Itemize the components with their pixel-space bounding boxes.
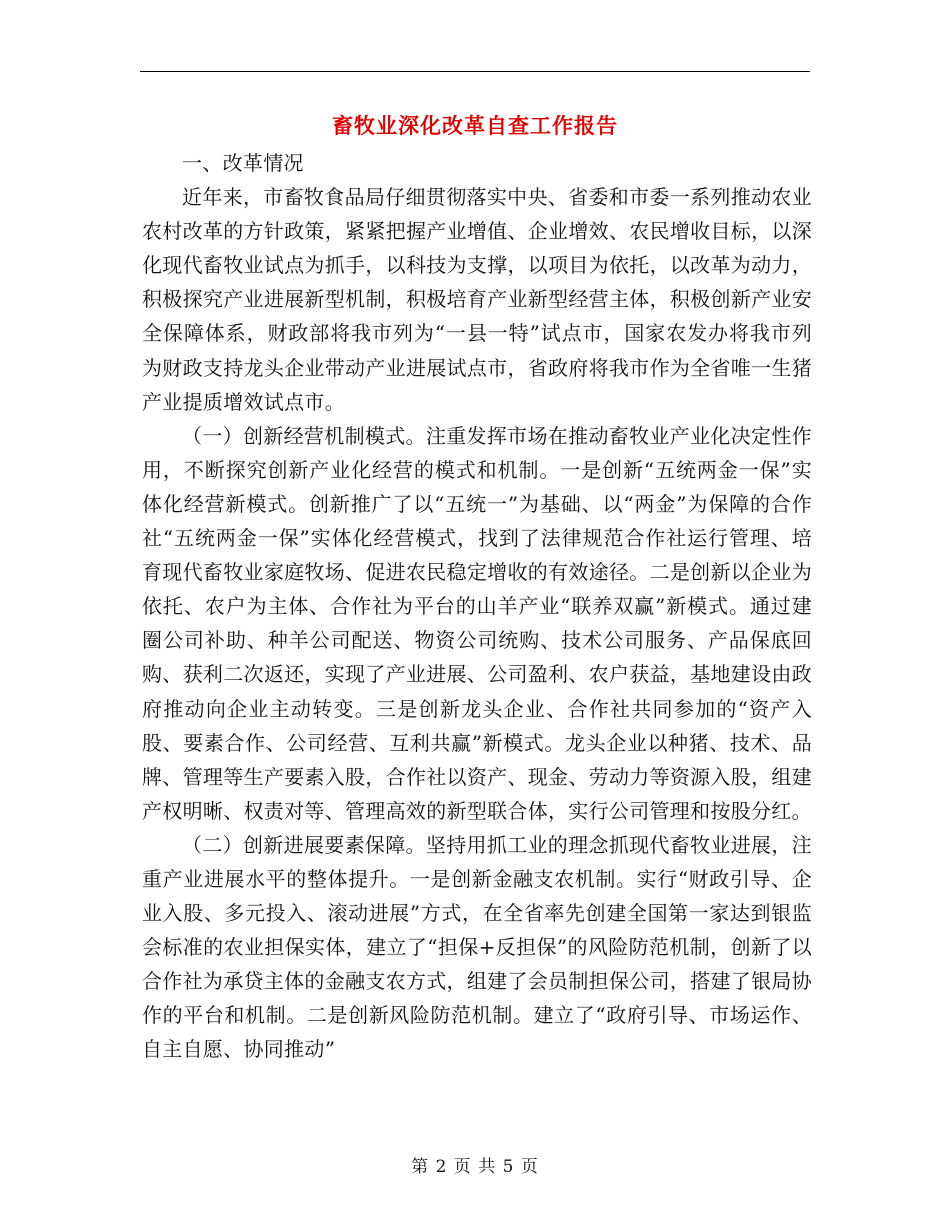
paragraph-intro: 近年来，市畜牧食品局仔细贯彻落实中央、省委和市委一系列推动农业农村改革的方针政策，紧紧把握产业增值、企业增效、农民增收目标，以深化现代畜牧业试点为抓手，以科技为支撑，以项目为依托，以改革为动力，积极探究产业进展新型机制，积极培育产业新型经营主体，积极创新产业安全保障体系，财政部将我市列为“一县一特”试点市，国家农发办将我市列为财政支持龙头企业带动产业进展试点市，省政府将我市作为全省唯一生猪产业提质增效试点市。: [142, 185, 812, 414]
page-number: 第 2 页 共 5 页: [411, 1157, 539, 1177]
document-body: [142, 146, 812, 1067]
document-title: 畜牧业深化改革自查工作报告: [332, 114, 618, 138]
section-heading-reform: 一、改革情况: [182, 151, 304, 175]
paragraph-operating-mechanism: （一）创新经营机制模式。注重发挥市场在推动畜牧业产业化决定性作用，不断探究创新产业化经营的模式和机制。一是创新“五统两金一保”实体化经营新模式。创新推广了以“五统一”为基础、以“两金”为保障的合作社“五统两金一保”实体化经营模式，找到了法律规范合作社运行管理、培育现代畜牧业家庭牧场、促进农民稳定增收的有效途径。二是创新以企业为依托、农户为主体、合作社为平台的山羊产业“联养双赢”新模式。通过建圈公司补助、种羊公司配送、物资公司统购、技术公司服务、产品保底回购、获利二次返还，实现了产业进展、公司盈利、农户获益，基地建设由政府推动向企业主动转变。三是创新龙头企业、合作社共同参加的“资产入股、要素合作、公司经营、互利共赢”新模式。龙头企业以种猪、技术、品牌、管理等生产要素入股，合作社以资产、现金、劳动力等资源入股，组建产权明晰、权责对等、管理高效的新型联合体，实行公司管理和按股分红。: [142, 423, 812, 823]
header-rule: [140, 71, 810, 72]
paragraph-development-factors: （二）创新进展要素保障。坚持用抓工业的理念抓现代畜牧业进展，注重产业进展水平的整体提升。一是创新金融支农机制。实行“财政引导、企业入股、多元投入、滚动进展”方式，在全省率先创建全国第一家达到银监会标准的农业担保实体，建立了“担保+反担保”的风险防范机制，创新了以合作社为承贷主体的金融支农方式，组建了会员制担保公司，搭建了银局协作的平台和机制。二是创新风险防范机制。建立了“政府引导、市场运作、自主自愿、协同推动”: [142, 832, 812, 1062]
